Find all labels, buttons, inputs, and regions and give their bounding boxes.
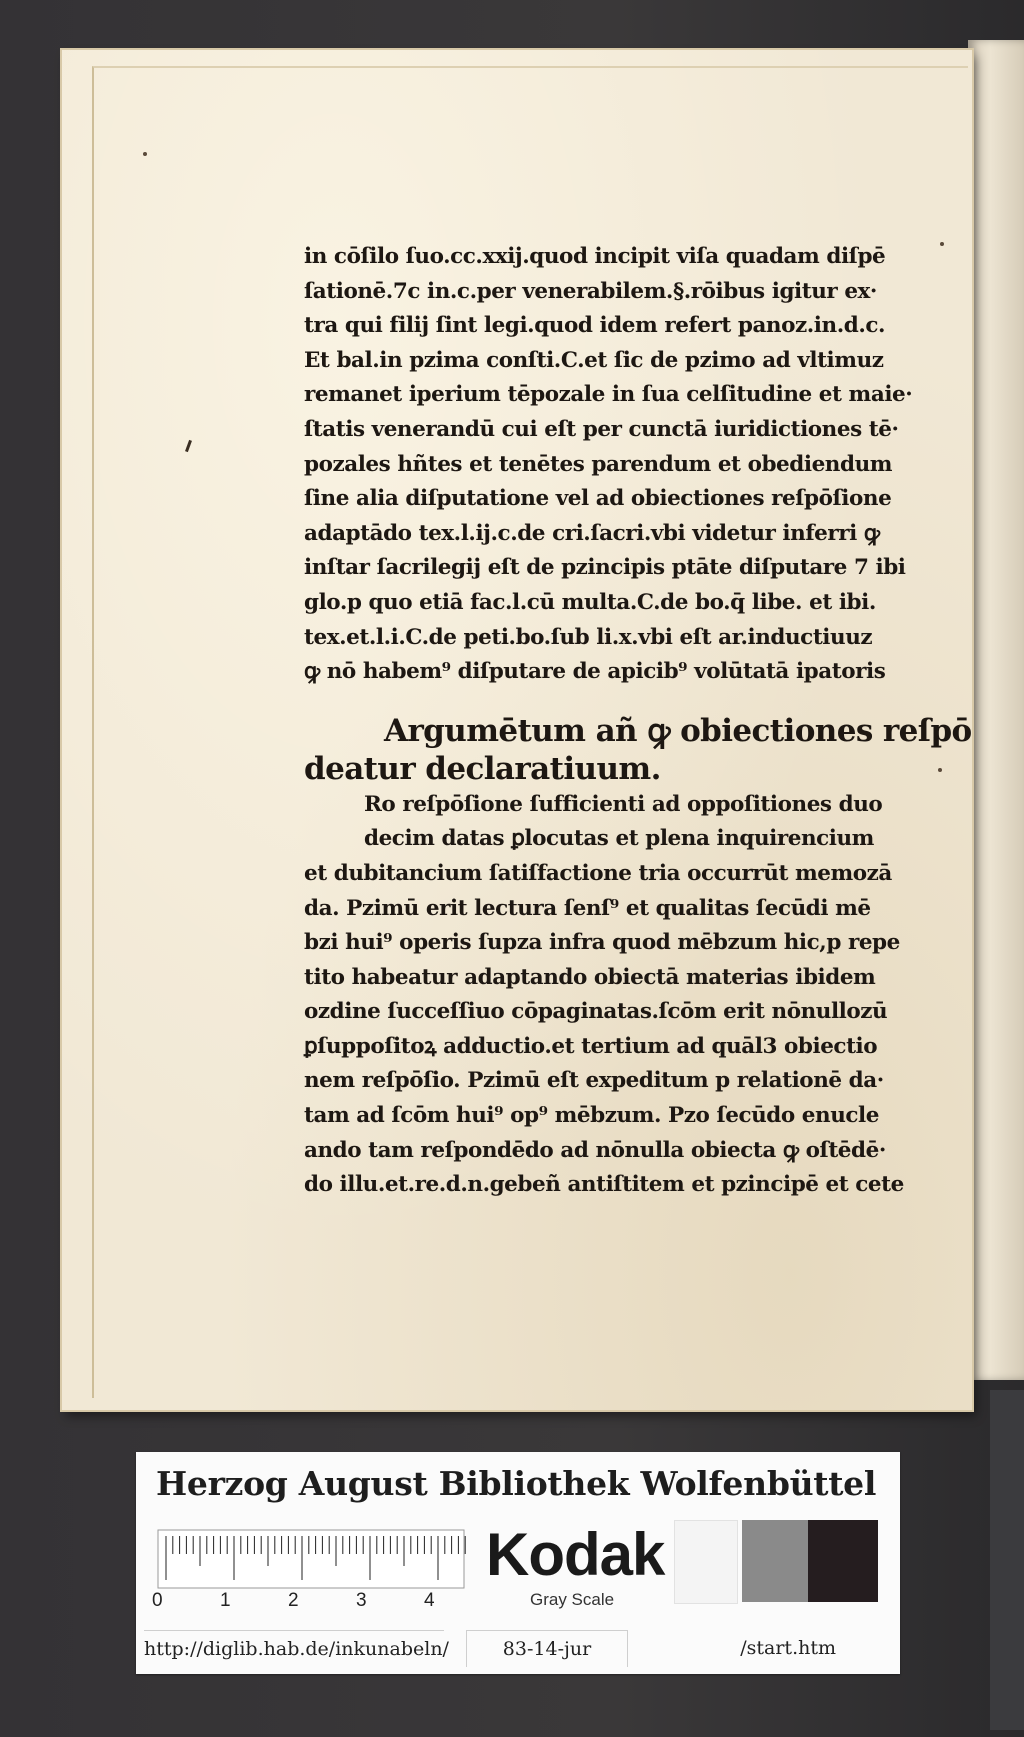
ruler-number: 4 [424,1590,435,1611]
catalog-url: http://diglib.hab.de/inkunabeln/ [144,1630,444,1667]
black-swatch [808,1520,878,1602]
paragraph-line: do illu.et.re.d.n.gebeñ antiſtitem et pzincipē et cete [304,1172,904,1198]
gray-scale-label: Gray Scale [530,1590,615,1609]
paragraph-line: tito habeatur adaptando obiectā materias ibidem [304,964,876,990]
text-line: ꝙ nō habem⁹ diſputare de apicib⁹ volūtatā ipatoris [304,659,886,685]
text-line: adaptādo tex.l.ij.c.de cri.ſacri.vbi videtur inferri ꝙ [304,520,880,546]
ruler-number: 3 [356,1590,367,1611]
text-line: ſine alia diſputatione vel ad obiectiones reſpōſione [304,486,892,512]
library-name: Herzog August Bibliothek Wolfenbüttel [156,1464,877,1503]
paragraph-line: decim datas ꝑlocutas et plena inquirencium [364,826,874,852]
text-line: glo.p quo etiā fac.l.cū multa.C.de bo.q̄ libe. et ibi. [304,589,876,615]
ruler-number: 0 [152,1590,163,1611]
text-line: tra qui filij ſint legi.quod idem refert panoz.in.d.c. [304,313,886,339]
page-speck [940,242,944,246]
adjacent-page-edge [968,40,1024,1380]
paragraph-line: bzi hui⁹ operis ſupza infra quod mēbzum hic,p repe [304,930,900,956]
text-line: tex.et.l.i.C.de peti.bo.ſub li.x.vbi eſt ar.inductiuuz [304,624,873,650]
gray-swatch [742,1520,808,1602]
scanner-edge [990,1390,1024,1730]
shelfmark: 83-14-jur [466,1630,628,1667]
text-line: pozales hñtes et tenētes parendum et obediendum [304,451,893,477]
section-heading: deatur declaratiuum. [304,750,661,787]
page-speck [938,768,942,772]
text-column [304,240,972,1203]
paragraph-line: ꝑſuppoſitoꝝ adductio.et tertium ad quāl3 obiectio [304,1033,878,1059]
paragraph-line: et dubitancium ſatiſfactione tria occurrūt memozā [304,860,892,886]
page-speck [143,152,147,156]
paragraph-line: ozdine ſucceſſiuo cōpaginatas.ſcōm erit nōnullozū [304,999,888,1025]
ruler-number: 1 [220,1590,231,1611]
body-text [304,240,913,690]
text-line: in cōſilo ſuo.cc.xxij.quod incipit viſa quadam diſpē [304,244,886,269]
paragraph-line: Ro reſpōſione ſufficienti ad oppoſitiones duo [364,791,883,817]
paragraph-line: tam ad ſcōm hui⁹ op⁹ mēbzum. Pzo ſecūdo enucle [304,1103,879,1129]
text-line: ſationē.7c in.c.per venerabilem.§.rōibus igitur ex· [304,278,877,304]
paragraph-line: ando tam reſpondēdo ad nōnulla obiecta ꝙ oſtēdē· [304,1137,886,1163]
text-line: inſtar ſacrilegij eſt de pzincipis ptāte diſputare 7 ibi [304,555,906,581]
start-page-path: /start.htm [740,1637,836,1659]
text-line: ſtatis venerandū cui eſt per cunctā iuridictiones tē· [304,416,899,442]
section-heading: Argumētum añ ꝙ obiectiones reſpō [384,712,972,749]
text-line: remanet iperium tēpozale in ſua celſitudine et maie· [304,382,913,408]
white-swatch [674,1520,738,1604]
ruler-number: 2 [288,1590,299,1611]
color-reference-card [136,1452,900,1674]
kodak-logo: Kodak [486,1521,665,1588]
text-line: Et bal.in pzima conſti.C.et ſic de pzimo ad vltimuz [304,347,884,373]
paragraph-line: nem reſpōſio. Pzimū eſt expeditum p relationē da· [304,1068,884,1094]
ruler-scale [158,1530,464,1588]
paragraph-line: da. Pzimū erit lectura ſenſ⁹ et qualitas ſecūdi mē [304,895,871,921]
ruler-numbers [152,1590,472,1616]
